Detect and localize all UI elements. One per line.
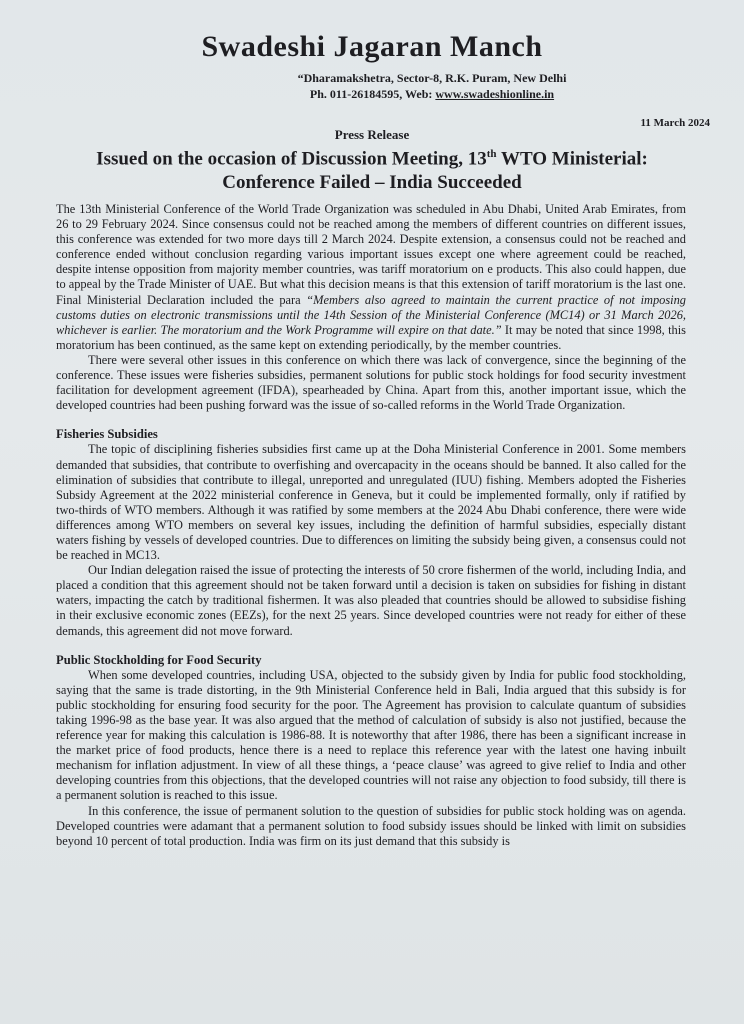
org-title: Swadeshi Jagaran Manch xyxy=(201,30,543,63)
body-text xyxy=(56,202,686,849)
headline-part2: WTO Ministerial: xyxy=(496,148,648,170)
heading-fisheries: Fisheries Subsidies xyxy=(56,427,158,442)
heading-food-security: Public Stockholding for Food Security xyxy=(56,652,262,667)
phone-text: Ph. 011-26184595, Web: xyxy=(309,87,436,101)
paragraph-6: In this conference, the issue of permanent solution to the question of subsidies for public stock holding was on agenda. Developed countries were adamant that a permanent solution to food subsidy issues should be linked with limit on subsidies beyond 10 percent of total production. India was firm on its just demand that this subsidy is xyxy=(56,803,686,848)
paragraph-5: When some developed countries, including USA, objected to the subsidy given by India for public food stockholding, saying that the same is trade distorting, in the 9th Ministerial Conference held in Bali, India argued that this subsidy is for public stockholding for ensuring food security for the poor. The Agreement has provision to calculate quantum of subsidies taking 1996-98 as the base year. It was also argued that the method of calculation of subsidy is also not justified, because the reference year for making this calculation is 1986-88. It is noteworthy that after 1986, there has been a significant increase in the market price of food products, hence there is a need to replace this reference year with the latest one having inbuilt mechanism for inflation adjustment. In view of all these things, a ‘peace clause’ was agreed to give relief to India and other developing countries from this objections, that the developed countries will not raise any objection to food subsidy, till there is a permanent solution is reached to this issue. xyxy=(56,667,686,803)
paragraph-3: The topic of disciplining fisheries subsidies first came up at the Doha Ministerial Conference in 2001. Some members demanded that subsidies, that contribute to overfishing and overcapacity in the oceans should be banned. It also called for the elimination of subsidies that contribute to illegal, unreported and unregulated (IUU) fishing. Members adopted the Fisheries Subsidy Agreement at the 2022 ministerial conference in Geneva, but it could be implemented formally, only if ratified by two-thirds of WTO members. Although it was ratified by some members at the 2024 Abu Dhabi conference, there were wide differences among WTO members on several key issues, including the definition of harmful subsidies, especially distant waters fishing by vessels of developed countries. Due to differences on limiting the subsidy being given, a consensus could not be reached in MC13. xyxy=(56,442,686,563)
headline xyxy=(0,142,744,195)
p1-quote: “Members also agreed to maintain the current practice of not imposing customs duties on electronic transmissions until the 14th Session of the Ministerial Conference (MC14) or 31 March 2026, whichever is earlier. The moratorium and the Work Programme will expire on that date.” xyxy=(56,292,687,337)
address-block xyxy=(0,70,744,102)
paragraph-2: There were several other issues in this conference on which there was lack of convergence, since the beginning of the conference. These issues were fisheries subsidies, permanent solutions for public stock holdings for food security investment facilitation for development agreement (IFDA), spearheaded by China. Apart from this, another important issue, which the developed countries had been pushing forward was the issue of so-called reforms in the World Trade Organization. xyxy=(56,352,686,413)
website-link[interactable]: www.swadeshionline.in xyxy=(435,87,555,101)
release-date: 11 March 2024 xyxy=(640,117,710,129)
contact-line xyxy=(120,86,744,102)
paragraph-4: Our Indian delegation raised the issue of protecting the interests of 50 crore fishermen of the world, including India, and placed a condition that this agreement should not be taken forward until a decision is taken on subsidies for fishing in distant waters, impacting the catch by traditional fishermen. It was also pleaded that countries should be allowed to subsidise fishing in their exclusive economic zones (EEZs), for the next 25 years. Since developed countries were not ready for either of these demands, this agreement did not move forward. xyxy=(56,563,686,638)
paragraph-1 xyxy=(56,202,686,353)
headline-part1: Issued on the occasion of Discussion Meeting, 13 xyxy=(96,148,487,170)
p1-text-a: The 13th Ministerial Conference of the World Trade Organization was scheduled in Abu Dhabi, United Arab Emirates, from 26 to 29 February 2024. Since consensus could not be reached among the members of different countries on different issues, this conference was extended for two more days till 2 March 2024. Despite extension, a consensus could not be reached and conference ended without conclusion regarding various important issues except one where agreement could be reached, despite intense opposition from majority member countries, was tariff moratorium on e products. This also could happen, due to appeal by the Trade Minister of UAE. But what this decision means is that this extension of tariff moratorium is the last one. Final Ministerial Declaration included the para xyxy=(56,202,686,307)
headline-sup: th xyxy=(486,148,497,160)
p1-text-b: It may be noted that since 1998, this moratorium has been continued, as the same kept on extending periodically, by the member countries. xyxy=(56,322,686,352)
address-line: “Dharamakshetra, Sector-8, R.K. Puram, New Delhi xyxy=(297,71,567,85)
headline-line2: Conference Failed – India Succeeded xyxy=(222,172,522,194)
headline-line1 xyxy=(0,142,744,171)
press-release-label: Press Release xyxy=(334,127,410,142)
